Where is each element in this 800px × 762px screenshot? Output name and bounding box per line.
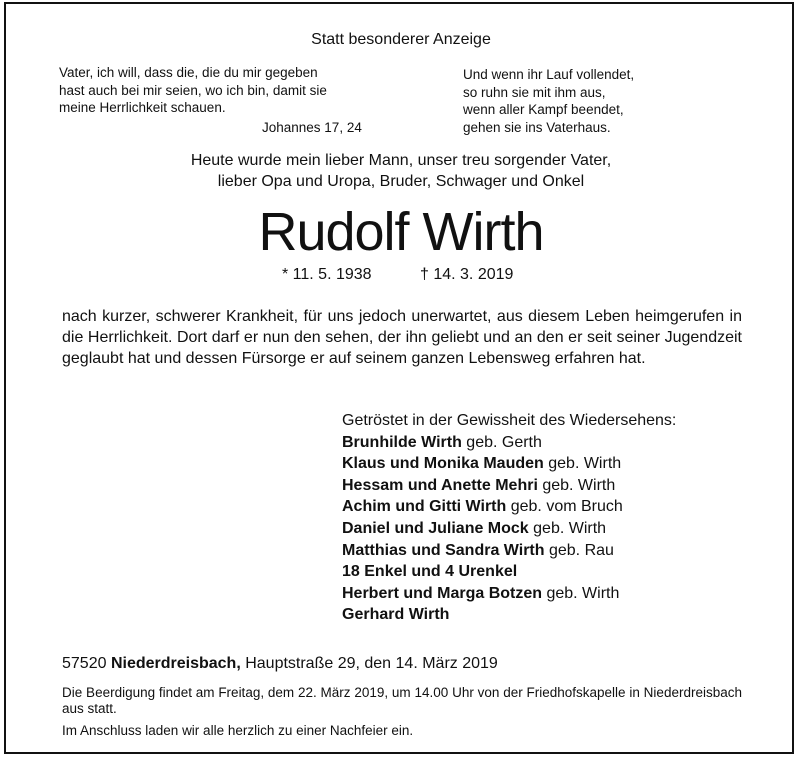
verse-line: so ruhn sie mit ihm aus, bbox=[463, 84, 606, 100]
mourner-name: Brunhilde Wirth bbox=[342, 433, 462, 451]
intro-line: Heute wurde mein lieber Mann, unser treu sorgender Vater, bbox=[190, 152, 612, 169]
address-zip: 57520 bbox=[62, 655, 111, 672]
mourner-name: Hessam und Anette Mehri bbox=[342, 476, 538, 494]
header-notice: Statt besonderer Anzeige bbox=[311, 31, 491, 48]
mourner-suffix: geb. Rau bbox=[544, 541, 614, 559]
mourner-entry bbox=[342, 496, 676, 518]
funeral-info: Die Beerdigung findet am Freitag, dem 22. März 2019, um 14.00 Uhr von der Friedhofskapelle in Niederdreisbach aus statt. bbox=[62, 685, 742, 716]
mourner-suffix: geb. Wirth bbox=[542, 584, 620, 602]
mourner-entry bbox=[342, 475, 676, 497]
address-rest: Hauptstraße 29, den 14. März 2019 bbox=[240, 655, 498, 672]
mourner-entry bbox=[342, 540, 676, 562]
birth-date: * 11. 5. 1938 bbox=[282, 266, 372, 283]
verse-line: Und wenn ihr Lauf vollendet, bbox=[463, 67, 635, 82]
mourner-entry bbox=[342, 453, 676, 475]
verse-line: hast auch bei mir seien, wo ich bin, damit sie bbox=[59, 82, 327, 98]
bible-verse-reference: Johannes 17, 24 bbox=[262, 120, 362, 135]
mourners-list bbox=[342, 410, 676, 626]
verse-line: wenn aller Kampf beendet, bbox=[463, 102, 624, 117]
verse-line: gehen sie ins Vaterhaus. bbox=[463, 119, 611, 135]
intro-line: lieber Opa und Uropa, Bruder, Schwager und Onkel bbox=[217, 173, 585, 190]
mourner-name: Herbert und Marga Botzen bbox=[342, 584, 543, 602]
mourner-suffix: geb. Wirth bbox=[537, 476, 616, 494]
mourner-name: Daniel und Juliane Mock bbox=[342, 519, 529, 537]
poem-verse-right bbox=[463, 66, 634, 136]
mourners-heading: Getröstet in der Gewissheit des Wiedersehens: bbox=[342, 412, 677, 429]
mourner-suffix: geb. Wirth bbox=[528, 519, 607, 537]
intro-text bbox=[6, 150, 796, 192]
address-town: Niederdreisbach, bbox=[110, 655, 241, 672]
reception-invite: Im Anschluss laden wir alle herzlich zu einer Nachfeier ein. bbox=[62, 723, 414, 738]
mourner-entry bbox=[342, 583, 676, 605]
mourner-name: Klaus und Monika Mauden bbox=[342, 455, 544, 473]
body-text bbox=[62, 306, 742, 369]
mourner-name: Achim und Gitti Wirth bbox=[342, 498, 507, 516]
mourner-entry bbox=[342, 561, 676, 583]
mourner-entry bbox=[342, 518, 676, 540]
mourner-name: Gerhard Wirth bbox=[342, 606, 450, 624]
verse-line: meine Herrlichkeit schauen. bbox=[59, 100, 226, 115]
deceased-name: Rudolf Wirth bbox=[258, 202, 544, 262]
bible-verse-left bbox=[59, 64, 327, 117]
address-line bbox=[62, 655, 498, 673]
mourner-name: 18 Enkel und 4 Urenkel bbox=[342, 563, 518, 581]
mourner-suffix: geb. Wirth bbox=[543, 455, 622, 473]
mourner-suffix: geb. Gerth bbox=[461, 433, 542, 451]
mourner-entry bbox=[342, 604, 676, 626]
obituary-frame bbox=[4, 2, 794, 754]
mourner-entry bbox=[342, 432, 676, 454]
verse-line: Vater, ich will, dass die, die du mir gegeben bbox=[59, 65, 318, 80]
mourner-suffix: geb. vom Bruch bbox=[506, 498, 623, 516]
death-date: † 14. 3. 2019 bbox=[420, 266, 514, 283]
body-paragraph: nach kurzer, schwerer Krankheit, für uns jedoch unerwartet, aus diesem Leben heimgerufen in die Herrlichkeit. Dort darf er nun den sehen, der ihn geliebt und an den er seit seiner Jugendzeit geglaubt hat und dessen Fürsorge er auf seinem ganzen Lebensweg erfahren hat. bbox=[62, 308, 742, 367]
mourner-name: Matthias und Sandra Wirth bbox=[342, 541, 545, 559]
